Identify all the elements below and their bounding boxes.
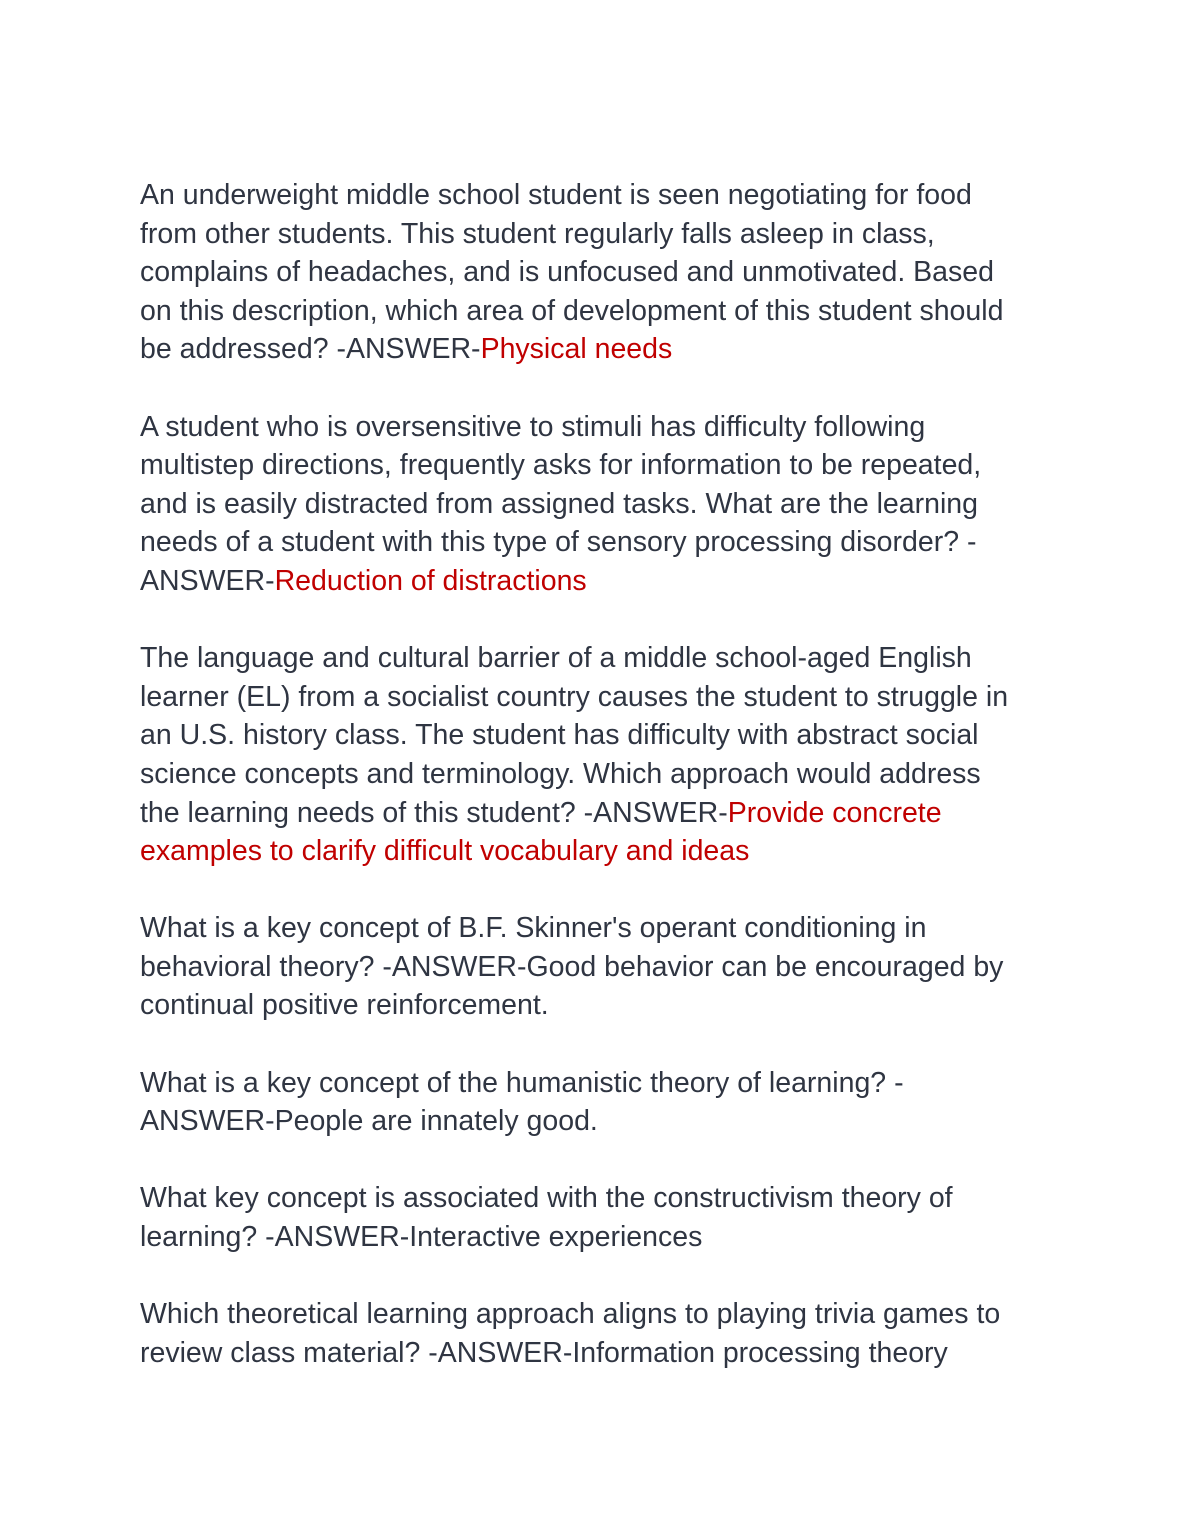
answer-text: Reduction of distractions: [274, 564, 587, 597]
qa-item: [140, 1064, 1040, 1141]
qa-list: [140, 176, 1040, 1411]
question-text: A student who is oversensitive to stimuli has difficulty following multistep directions, frequently asks for information to be repeated, and is easily distracted from assigned tasks. What are the learning needs of a student with this type of sensory processing disorder? - ANSWER-: [140, 410, 982, 597]
answer-text: People are innately good.: [274, 1105, 598, 1138]
qa-item: [140, 408, 1040, 601]
question-text: An underweight middle school student is seen negotiating for food from other students. This student regularly falls asleep in class, complains of headaches, and is unfocused and unmotivated. Based on this description, which area of development of this student should be addressed? -ANSWER-: [140, 179, 1004, 366]
qa-item: [140, 909, 1040, 1025]
question-text: What is a key concept of the humanistic theory of learning? - ANSWER-: [140, 1066, 904, 1138]
answer-text: Interactive experiences: [409, 1221, 703, 1254]
qa-item: [140, 1179, 1040, 1256]
qa-item: [140, 176, 1040, 369]
question-text: The language and cultural barrier of a middle school-aged English learner (EL) from a socialist country causes the student to struggle in an U.S. history class. The student has difficulty with abstract social science concepts and terminology. Which approach would address the learning needs of this student? -ANSWER-: [140, 642, 1009, 829]
question-text: Which theoretical learning approach aligns to playing trivia games to review class material? -ANSWER-: [140, 1298, 1001, 1369]
answer-text: Good behavior can be encouraged by continual positive reinforcement.: [140, 950, 1004, 1022]
answer-text: Information processing theory: [572, 1336, 948, 1369]
qa-item: [140, 639, 1040, 871]
qa-item: [140, 1295, 1040, 1372]
answer-text: Provide concrete examples to clarify difficult vocabulary and ideas: [140, 796, 942, 868]
question-text: What key concept is associated with the constructivism theory of learning? -ANSWER-: [140, 1182, 953, 1254]
answer-text: Physical needs: [480, 333, 673, 366]
question-text: What is a key concept of B.F. Skinner's operant conditioning in behavioral theory? -ANSWER-: [140, 912, 927, 983]
